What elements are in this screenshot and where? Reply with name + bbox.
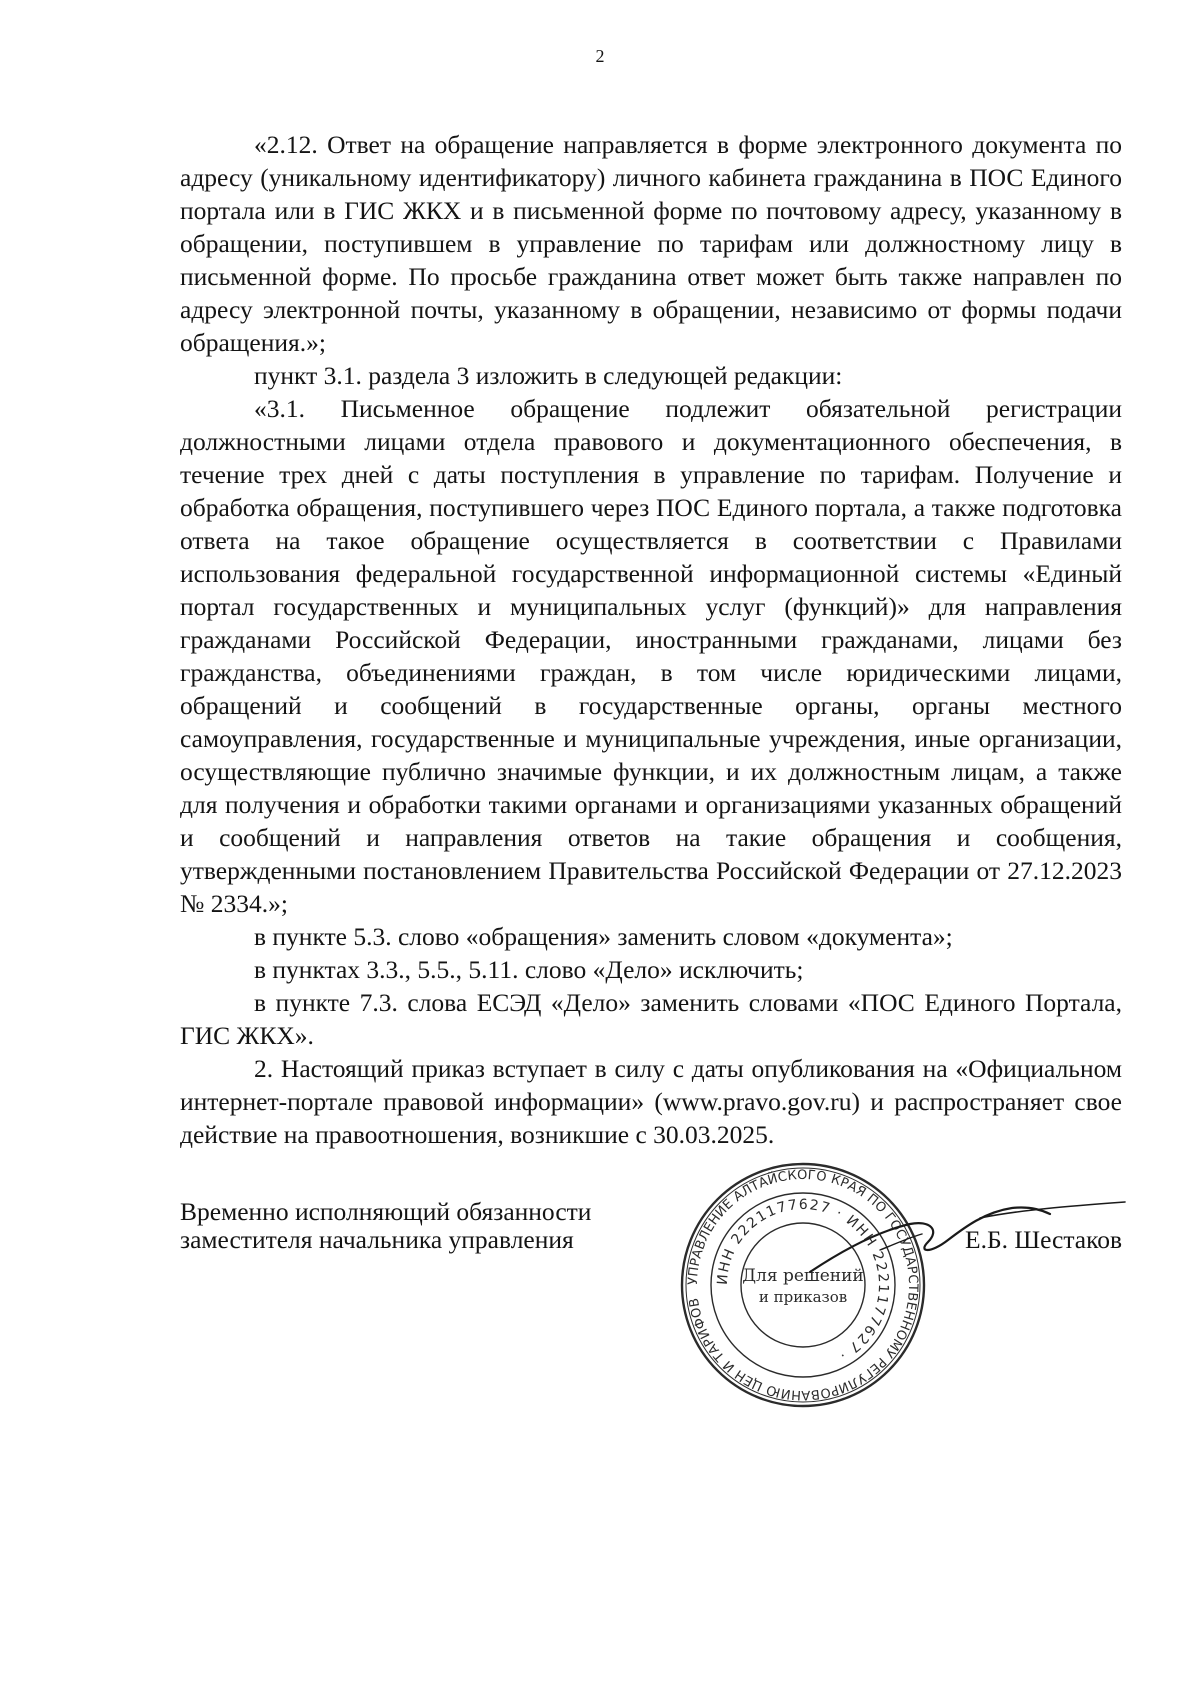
signer-name: Е.Б. Шестаков	[965, 1225, 1122, 1254]
paragraph-amend-3-3: в пунктах 3.3., 5.5., 5.11. слово «Дело» исключить;	[254, 955, 804, 984]
paragraph-amend-7-3: в пункте 7.3. слова ЕСЭД «Дело» заменить словами «ПОС Единого Портала, ГИС ЖКХ».	[180, 988, 1122, 1050]
page-number: 2	[595, 46, 605, 66]
paragraph-3-1: «3.1. Письменное обращение подлежит обязательной регистрации должностными лицами отдела правового и документационного обеспечения, в течение трех дней с даты поступления в управление по тарифам. Получение и обработка обращения, поступившего через ПОС Единого портала, а также подготовка ответа на такое обращение осуществляется в соответствии с Правилами использования федеральной государственной информационной системы «Единый портал государственных и муниципальных услуг (функций)» для направления гражданами Российской Федерации, иностранными гражданами, лицами без гражданства, объединениями граждан, в том числе юридическими лицами, обращений и сообщений в государственные органы, органы местного самоуправления, государственные и муниципальные учреждения, иные организации, осуществляющие публично значимые функции, и их должностным лицам, а также для получения и обработки такими органами и организациями указанных обращений и сообщений и направления ответов на такие обращения и сообщения, утвержденными постановлением Правительства Российской Федерации от 27.12.2023 № 2334.»;	[180, 394, 1122, 918]
paragraph-amend-3-1: пункт 3.1. раздела 3 изложить в следующей редакции:	[254, 361, 843, 390]
seal-center-line-2: и приказов	[758, 1288, 848, 1306]
signer-position	[180, 1198, 591, 1254]
paragraph-effective-date: 2. Настоящий приказ вступает в силу с даты опубликования на «Официальном интернет-портале правовой информации» (www.pravo.gov.ru) и распространяет свое действие на правоотношения, возникшие с 30.03.2025.	[180, 1054, 1122, 1149]
paragraph-amend-5-3: в пункте 5.3. слово «обращения» заменить словом «документа»;	[254, 922, 953, 951]
seal-outer-text: УПРАВЛЕНИЕ АЛТАЙСКОГО КРАЯ ПО ГОСУДАРСТВЕННОМУ РЕГУЛИРОВАНИЮ ЦЕН И ТАРИФОВ	[685, 1167, 921, 1403]
seal-center-line-1: Для решений	[742, 1266, 864, 1286]
signer-position-line-2: заместителя начальника управления	[180, 1225, 574, 1254]
signature-block	[180, 1167, 1122, 1438]
seal-inner-text: ИНН 2221177627 · ИНН 2221177627 ·	[714, 1196, 892, 1364]
document-body	[180, 128, 1122, 1151]
signer-position-line-1: Временно исполняющий обязанности	[180, 1197, 592, 1226]
paragraph-2-12: «2.12. Ответ на обращение направляется в форме электронного документа по адресу (уникальному идентификатору) личного кабинета гражданина в ПОС Единого портала или в ГИС ЖКХ и в письменной форме по почтовому адресу, указанному в обращении, поступившем в управление по тарифам или должностному лицу в письменной форме. По просьбе гражданина ответ может быть также направлен по адресу электронной почты, указанному в обращении, независимо от формы подачи обращения.»;	[180, 130, 1122, 357]
